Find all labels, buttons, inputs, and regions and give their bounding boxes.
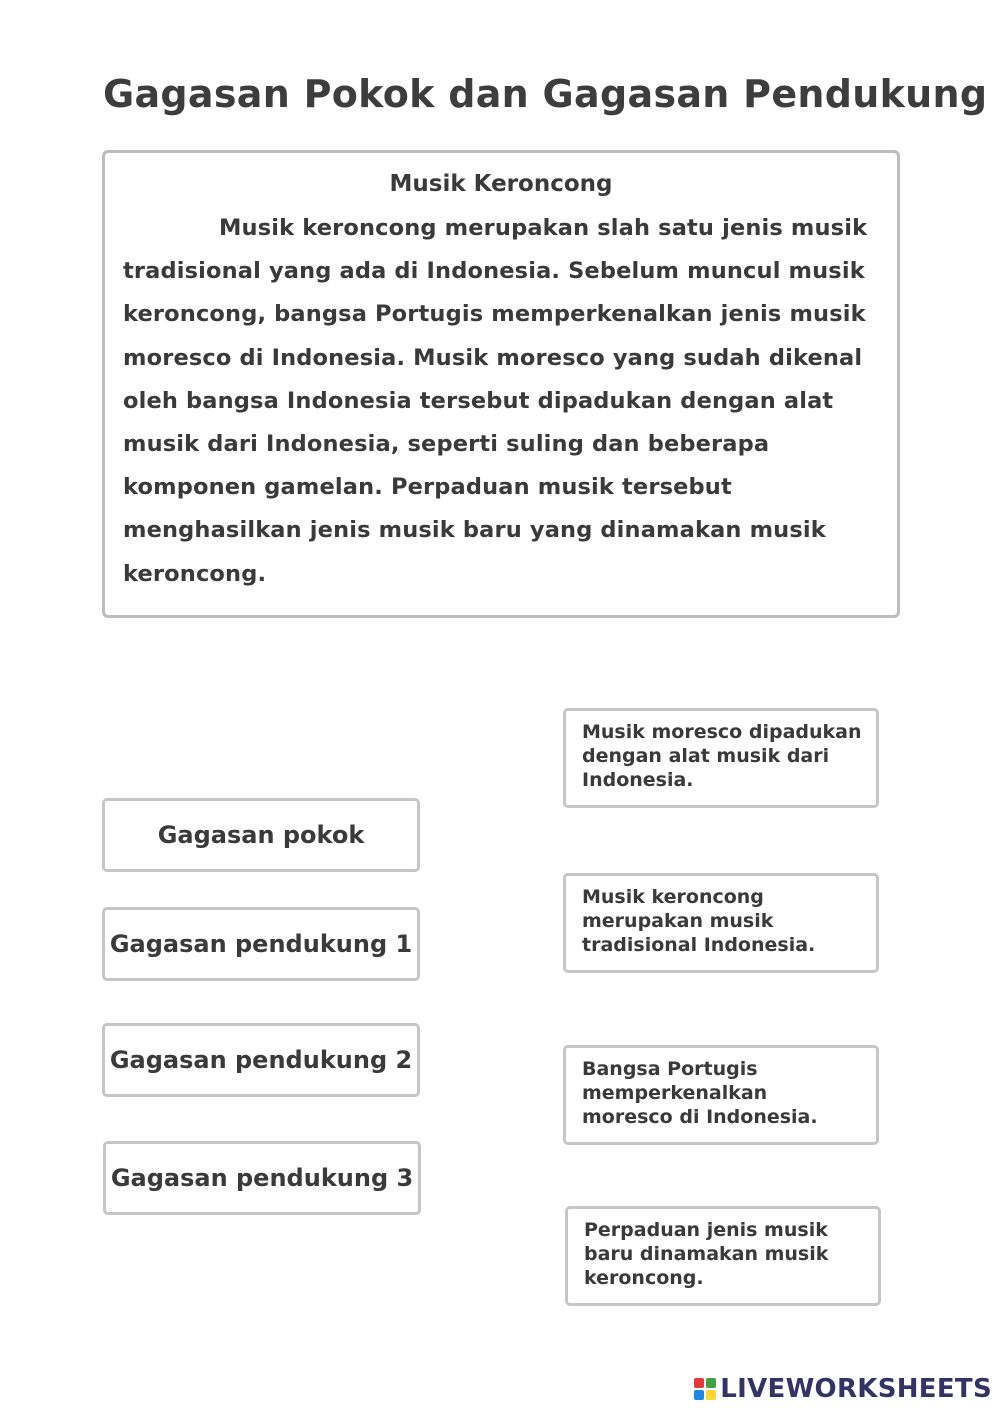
drop-target-gagasan-pendukung-1[interactable]: [102, 907, 420, 981]
label-gagasan-pendukung-2: Gagasan pendukung 2: [109, 1046, 413, 1074]
passage-title: Musik Keroncong: [389, 171, 613, 197]
brand-name: LIVEWORKSHEETS: [720, 1374, 992, 1404]
answer-card[interactable]: [565, 1206, 881, 1306]
label-gagasan-pendukung-1: Gagasan pendukung 1: [109, 930, 413, 958]
drop-target-gagasan-pendukung-3[interactable]: [103, 1141, 421, 1215]
answer-card[interactable]: [563, 873, 879, 973]
reading-passage: [102, 150, 900, 618]
drop-target-gagasan-pendukung-2[interactable]: [102, 1023, 420, 1097]
passage-body: Musik keroncong merupakan slah satu jenis musik tradisional yang ada di Indonesia. Sebelum muncul musik keroncong, bangsa Portugis memperkenalkan jenis musik moresco di Indonesia. Musik moresco yang sudah dikenal oleh bangsa Indonesia tersebut dipadukan dengan alat musik dari Indonesia, seperti suling dan beberapa komponen gamelan. Perpaduan musik tersebut menghasilkan jenis musik baru yang dinamakan musik keroncong.: [123, 215, 868, 587]
page-title: Gagasan Pokok dan Gagasan Pendukung: [103, 72, 988, 116]
answer-text: Musik keroncong merupakan musik tradisional Indonesia.: [582, 886, 816, 956]
label-gagasan-pendukung-3: Gagasan pendukung 3: [110, 1164, 414, 1192]
liveworksheets-logo-icon: [694, 1378, 716, 1400]
liveworksheets-logo: [694, 1374, 992, 1404]
answer-text: Bangsa Portugis memperkenalkan moresco di Indonesia.: [582, 1058, 818, 1128]
answer-card[interactable]: [563, 708, 879, 808]
label-gagasan-pokok: Gagasan pokok: [157, 821, 365, 849]
drop-target-gagasan-pokok[interactable]: [102, 798, 420, 872]
answer-text: Musik moresco dipadukan dengan alat musik dari Indonesia.: [582, 721, 862, 791]
answer-text: Perpaduan jenis musik baru dinamakan musik keroncong.: [584, 1219, 829, 1289]
answer-card[interactable]: [563, 1045, 879, 1145]
